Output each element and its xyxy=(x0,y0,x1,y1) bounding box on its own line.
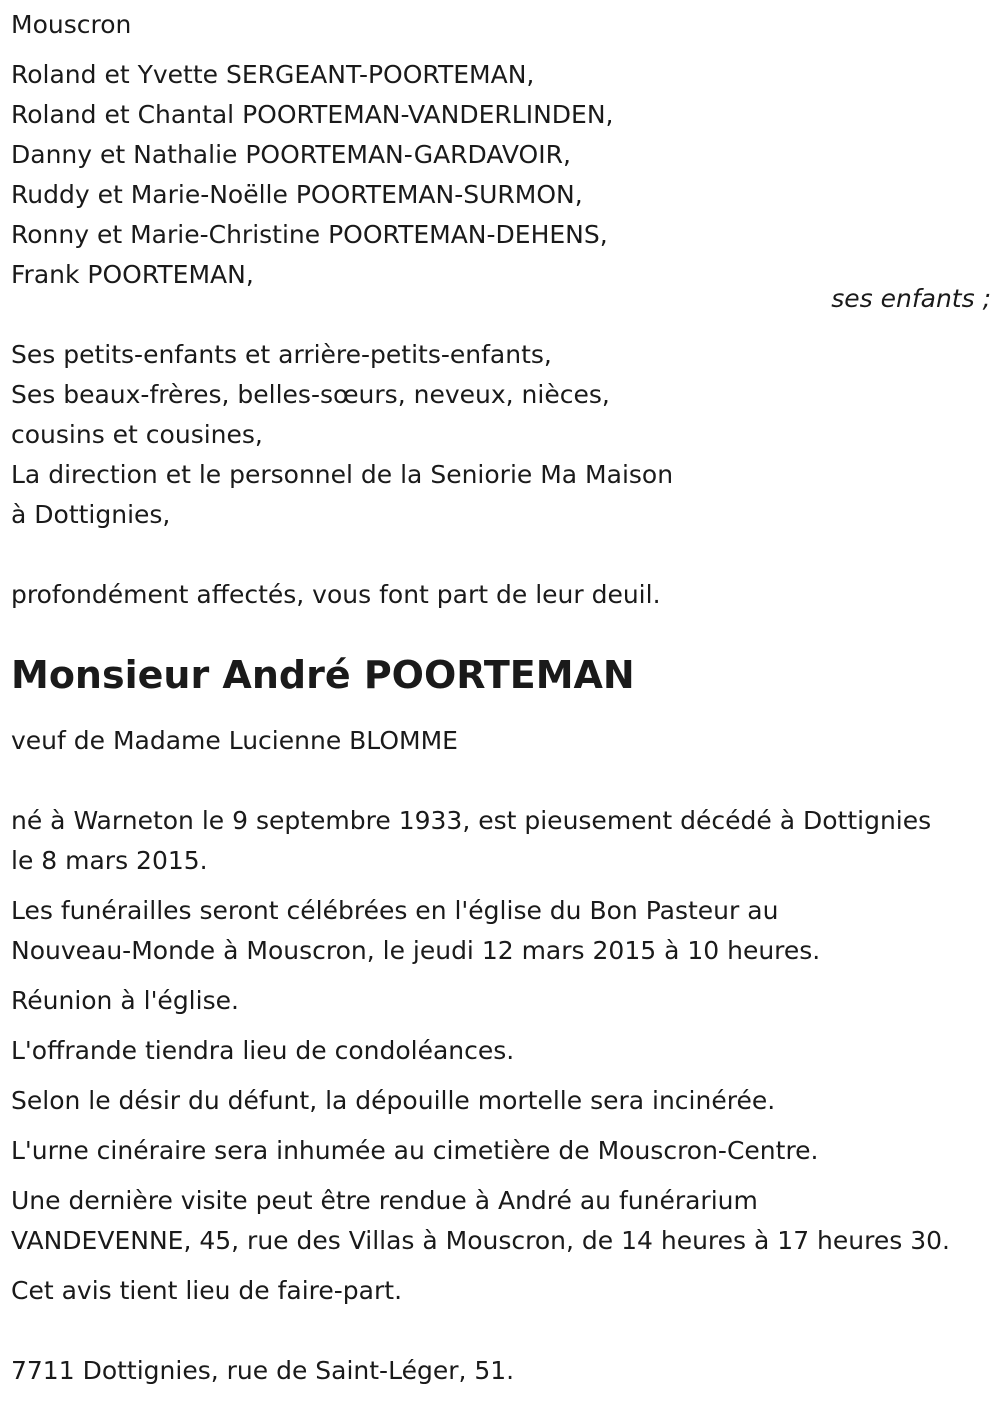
mourner-line: Ses beaux-frères, belles-sœurs, neveux, nièces, xyxy=(11,380,610,409)
mourner-line: Ses petits-enfants et arrière-petits-enfants, xyxy=(11,340,552,369)
notice-text: Cet avis tient lieu de faire-part. xyxy=(11,1276,403,1305)
children-list xyxy=(11,55,991,295)
last-visit-info xyxy=(11,1181,991,1261)
widower-of: veuf de Madame Lucienne BLOMME xyxy=(11,726,458,755)
other-mourners xyxy=(11,335,991,535)
child-line: Ruddy et Marie-Noëlle POORTEMAN-SURMON, xyxy=(11,180,583,209)
offering-info: L'offrande tiendra lieu de condoléances. xyxy=(11,1036,515,1065)
meeting-info: Réunion à l'église. xyxy=(11,986,239,1015)
last-visit-line: Une dernière visite peut être rendue à André au funérarium xyxy=(11,1186,758,1215)
family-address: 7711 Dottignies, rue de Saint-Léger, 51. xyxy=(11,1356,515,1385)
last-visit-line: VANDEVENNE, 45, rue des Villas à Mouscron, de 14 heures à 17 heures 30. xyxy=(11,1226,950,1255)
funeral-info xyxy=(11,891,991,971)
child-line: Ronny et Marie-Christine POORTEMAN-DEHENS, xyxy=(11,220,608,249)
child-line: Roland et Yvette SERGEANT-POORTEMAN, xyxy=(11,60,535,89)
child-line: Frank POORTEMAN, xyxy=(11,260,254,289)
cremation-info: Selon le désir du défunt, la dépouille mortelle sera incinérée. xyxy=(11,1086,776,1115)
funeral-line: Nouveau-Monde à Mouscron, le jeudi 12 mars 2015 à 10 heures. xyxy=(11,936,821,965)
urn-info: L'urne cinéraire sera inhumée au cimetière de Mouscron-Centre. xyxy=(11,1136,819,1165)
mourner-line: cousins et cousines, xyxy=(11,420,263,449)
birth-death xyxy=(11,801,991,881)
children-role: ses enfants ; xyxy=(831,284,991,313)
birth-death-line: le 8 mars 2015. xyxy=(11,846,208,875)
announcement: profondément affectés, vous font part de leur deuil. xyxy=(11,580,661,609)
funeral-line: Les funérailles seront célébrées en l'église du Bon Pasteur au xyxy=(11,896,779,925)
mourner-line: à Dottignies, xyxy=(11,500,171,529)
mourner-line: La direction et le personnel de la Seniorie Ma Maison xyxy=(11,460,674,489)
location: Mouscron xyxy=(11,10,132,39)
child-line: Roland et Chantal POORTEMAN-VANDERLINDEN, xyxy=(11,100,614,129)
deceased-name: Monsieur André POORTEMAN xyxy=(11,653,635,697)
child-line: Danny et Nathalie POORTEMAN-GARDAVOIR, xyxy=(11,140,571,169)
birth-death-line: né à Warneton le 9 septembre 1933, est pieusement décédé à Dottignies xyxy=(11,806,932,835)
obituary-notice xyxy=(11,5,991,1391)
